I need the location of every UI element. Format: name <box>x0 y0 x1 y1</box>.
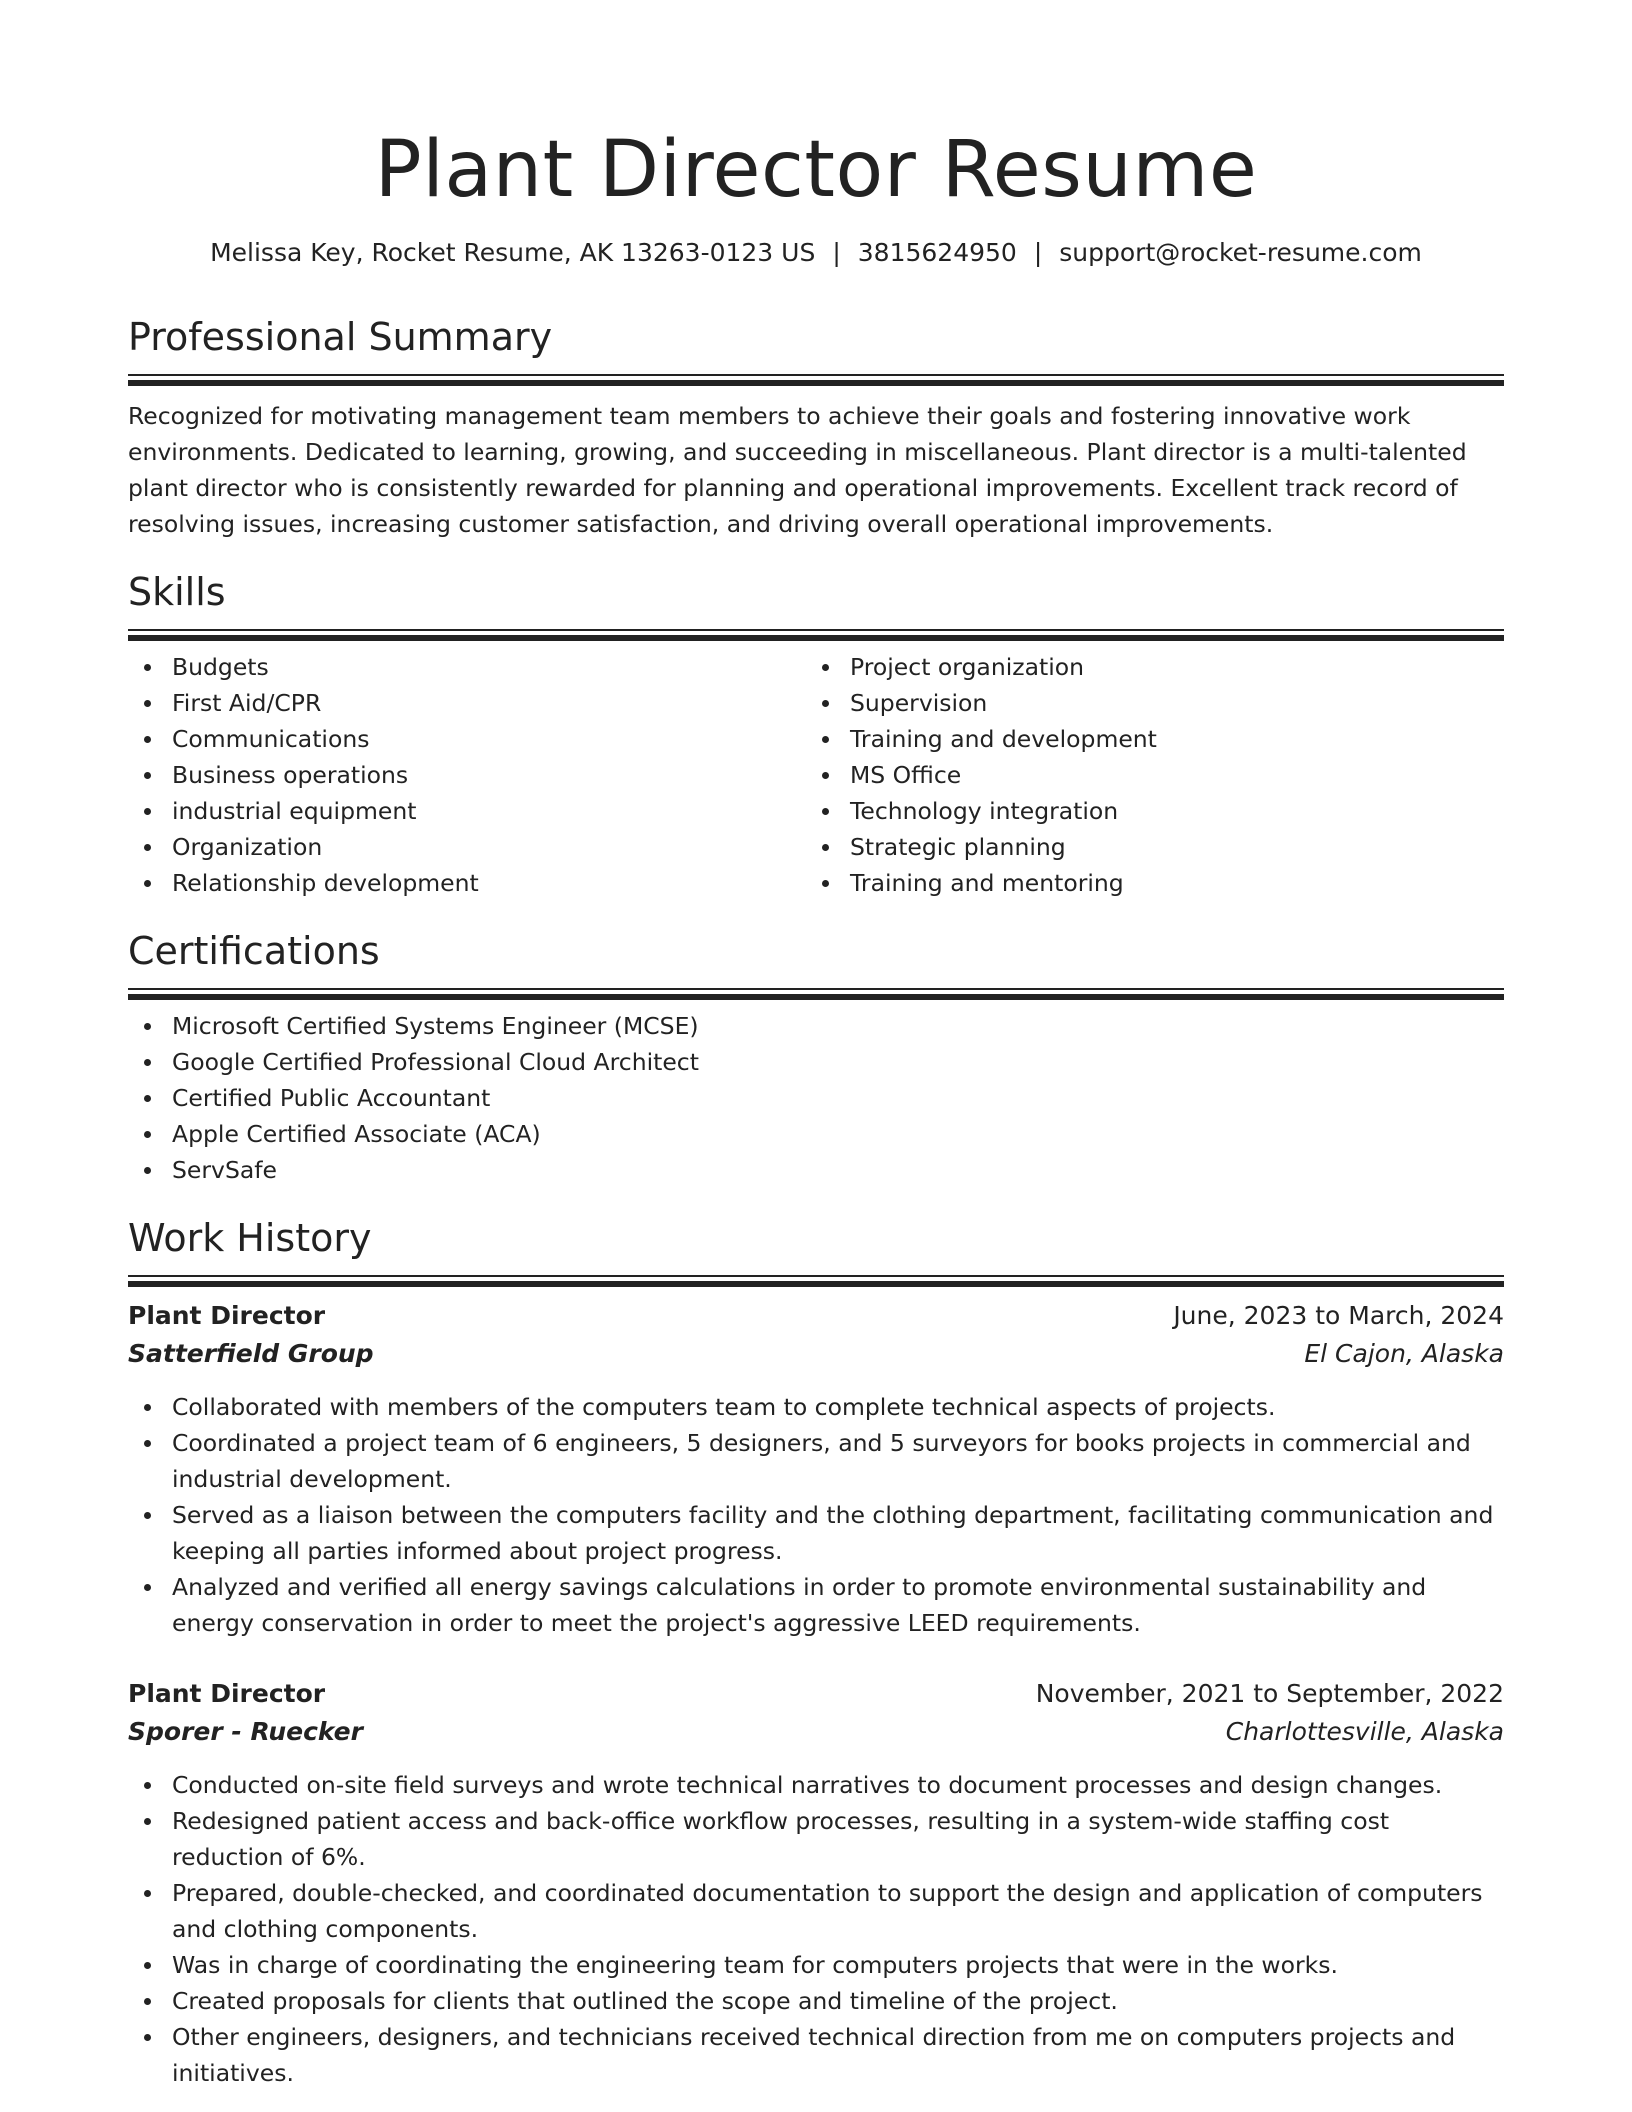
list-item: Training and mentoring <box>806 865 1484 901</box>
skills-list-left <box>128 649 806 901</box>
contact-separator: | <box>832 238 841 267</box>
list-item: Apple Certified Associate (ACA) <box>128 1116 1504 1152</box>
summary-section <box>128 314 1504 542</box>
job-location: Charlottesville, Alaska <box>1225 1717 1504 1746</box>
list-item: Coordinated a project team of 6 engineers, 5 designers, and 5 surveyors for books projects in commercial and industrial development. <box>128 1425 1504 1497</box>
list-item: Other engineers, designers, and technicians received technical direction from me on computers projects and initiatives. <box>128 2019 1504 2091</box>
job-subheader <box>128 1713 1504 1751</box>
list-item: Created proposals for clients that outlined the scope and timeline of the project. <box>128 1983 1504 2019</box>
contact-phone: 3815624950 <box>857 238 1017 267</box>
contact-separator: | <box>1033 238 1043 267</box>
job-entry <box>128 1675 1504 2091</box>
job-entry <box>128 1297 1504 1641</box>
list-item: Relationship development <box>128 865 806 901</box>
contact-address: Melissa Key, Rocket Resume, AK 13263-0123 US <box>210 238 816 267</box>
list-item: Conducted on-site field surveys and wrote technical narratives to document processes and design changes. <box>128 1767 1504 1803</box>
section-divider <box>128 988 1504 994</box>
section-heading-skills: Skills <box>128 570 226 614</box>
page-title: Plant Director Resume <box>374 125 1258 215</box>
list-item: ServSafe <box>128 1152 1504 1188</box>
list-item: industrial equipment <box>128 793 806 829</box>
list-item: Organization <box>128 829 806 865</box>
skills-list-right <box>806 649 1484 901</box>
list-item: Microsoft Certified Systems Engineer (MCSE) <box>128 1008 1504 1044</box>
section-heading-summary: Professional Summary <box>128 315 553 359</box>
section-heading-work-history: Work History <box>128 1216 372 1260</box>
list-item: First Aid/CPR <box>128 685 806 721</box>
job-company: Sporer - Ruecker <box>128 1717 363 1746</box>
list-item: Training and development <box>806 721 1484 757</box>
contact-email: support@rocket-resume.com <box>1059 238 1422 267</box>
section-divider <box>128 374 1504 380</box>
job-bullets <box>128 1389 1504 1641</box>
job-company: Satterfield Group <box>128 1339 374 1368</box>
list-item: Collaborated with members of the computers team to complete technical aspects of projects. <box>128 1389 1504 1425</box>
job-location: El Cajon, Alaska <box>1304 1339 1504 1368</box>
job-title: Plant Director <box>128 1301 326 1330</box>
skills-section <box>128 569 1504 901</box>
list-item: Budgets <box>128 649 806 685</box>
resume-content <box>128 122 1504 2091</box>
list-item: Certified Public Accountant <box>128 1080 1504 1116</box>
list-item: Strategic planning <box>806 829 1484 865</box>
list-item: Prepared, double-checked, and coordinated documentation to support the design and application of computers and clothing components. <box>128 1875 1504 1947</box>
section-divider <box>128 1275 1504 1281</box>
summary-text: Recognized for motivating management team members to achieve their goals and fostering innovative work environments. Dedicated to learning, growing, and succeeding in miscellaneous. Plant director is a multi-talented plant director who is consistently rewarded for planning and operational improvements. Excellent track record of resolving issues, increasing customer satisfaction, and driving overall operational improvements. <box>128 402 1467 538</box>
contact-line <box>128 236 1504 270</box>
job-header <box>128 1297 1504 1335</box>
list-item: Technology integration <box>806 793 1484 829</box>
list-item: Project organization <box>806 649 1484 685</box>
job-header <box>128 1675 1504 1713</box>
section-divider <box>128 629 1504 635</box>
job-title: Plant Director <box>128 1679 326 1708</box>
job-subheader <box>128 1335 1504 1373</box>
work-history-section <box>128 1215 1504 2091</box>
list-item: Analyzed and verified all energy savings calculations in order to promote environmental sustainability and energy conservation in order to meet the project's aggressive LEED requirements. <box>128 1569 1504 1641</box>
list-item: Business operations <box>128 757 806 793</box>
section-heading-certifications: Certifications <box>128 929 380 973</box>
list-item: Supervision <box>806 685 1484 721</box>
list-item: Communications <box>128 721 806 757</box>
job-dates: June, 2023 to March, 2024 <box>1173 1301 1504 1330</box>
certifications-section <box>128 928 1504 1188</box>
list-item: Google Certified Professional Cloud Architect <box>128 1044 1504 1080</box>
job-dates: November, 2021 to September, 2022 <box>1035 1679 1504 1708</box>
list-item: Was in charge of coordinating the engineering team for computers projects that were in the works. <box>128 1947 1504 1983</box>
skills-columns <box>128 649 1504 901</box>
list-item: Served as a liaison between the computers facility and the clothing department, facilitating communication and keeping all parties informed about project progress. <box>128 1497 1504 1569</box>
list-item: MS Office <box>806 757 1484 793</box>
list-item: Redesigned patient access and back-office workflow processes, resulting in a system-wide staffing cost reduction of 6%. <box>128 1803 1504 1875</box>
job-bullets <box>128 1767 1504 2091</box>
certifications-list <box>128 1008 1504 1188</box>
